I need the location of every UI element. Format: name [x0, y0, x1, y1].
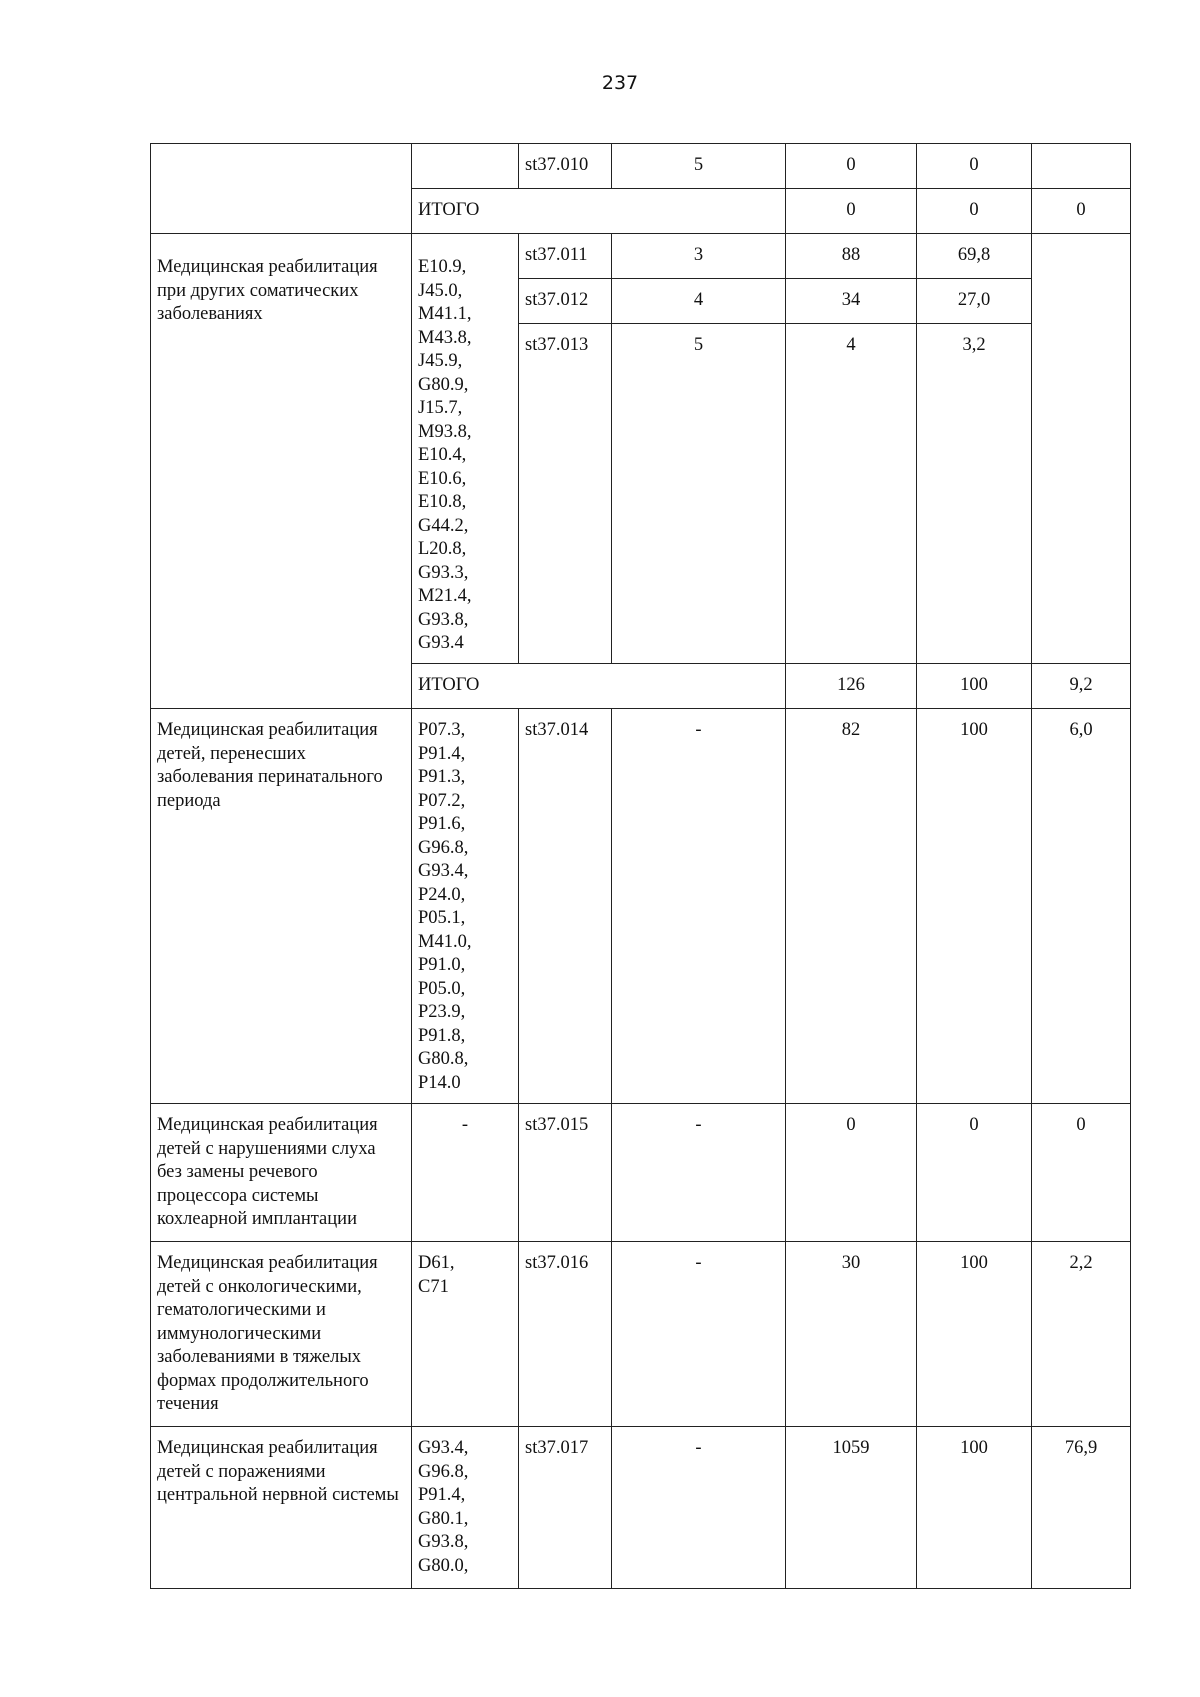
- ksg-code: st37.015: [519, 1104, 612, 1242]
- count-cell: 34: [786, 279, 917, 324]
- table-row: [151, 1104, 1131, 1242]
- data-table: [150, 143, 1131, 1589]
- code: G93.4,: [418, 861, 469, 881]
- percent-cell: 100: [917, 709, 1032, 1104]
- share-cell: 0: [1032, 189, 1131, 234]
- diagnosis-codes: [412, 1104, 519, 1242]
- ksg-code: st37.012: [519, 279, 612, 324]
- code: P05.0,: [418, 978, 466, 999]
- code: M93.8,: [418, 421, 472, 442]
- total-label: ИТОГО: [412, 664, 786, 709]
- diagnosis-codes: [412, 234, 519, 664]
- ksg-code: st37.017: [519, 1427, 612, 1589]
- count-cell: 126: [786, 664, 917, 709]
- code: G80.8,: [418, 1049, 469, 1069]
- table-cell-empty: [151, 144, 412, 234]
- total-label: ИТОГО: [412, 189, 786, 234]
- code: G96.8,: [418, 1461, 469, 1482]
- code: P91.6,: [418, 814, 466, 834]
- code: J45.9,: [418, 351, 463, 371]
- percent-cell: 0: [917, 189, 1032, 234]
- code: P05.1,: [418, 908, 466, 928]
- table-row: [151, 234, 1131, 279]
- ksg-code: st37.014: [519, 709, 612, 1104]
- table-row: [151, 144, 1131, 189]
- ksg-code: st37.011: [519, 234, 612, 279]
- code: P91.4,: [418, 1485, 466, 1505]
- table-cell-empty: [1032, 234, 1131, 664]
- group-name: Медицинская реабилитация детей, перенесших заболевания перинатального периода: [151, 709, 412, 1104]
- level-cell: -: [612, 1242, 786, 1427]
- count-cell: 88: [786, 234, 917, 279]
- percent-cell: 100: [917, 1242, 1032, 1427]
- code: E10.6,: [418, 468, 467, 489]
- share-cell: [1032, 144, 1131, 189]
- percent-cell: 0: [917, 144, 1032, 189]
- code: G80.1,: [418, 1508, 469, 1529]
- ksg-code: st37.013: [519, 324, 612, 664]
- code: G93.4,: [418, 1438, 469, 1458]
- code: G93.8,: [418, 1532, 469, 1552]
- diagnosis-codes: [412, 709, 519, 1104]
- count-cell: 0: [786, 1104, 917, 1242]
- group-name: Медицинская реабилитация при других соматических заболеваниях: [151, 234, 412, 709]
- code: G80.9,: [418, 374, 469, 395]
- code: D61,: [418, 1253, 455, 1273]
- table-row: [151, 709, 1131, 1104]
- level-cell: 5: [612, 144, 786, 189]
- level-cell: -: [612, 1427, 786, 1589]
- ksg-code: st37.016: [519, 1242, 612, 1427]
- code: P91.4,: [418, 743, 466, 764]
- ksg-code: st37.010: [519, 144, 612, 189]
- level-cell: -: [612, 709, 786, 1104]
- code: M41.1,: [418, 304, 472, 324]
- code: E10.4,: [418, 445, 467, 465]
- code: G93.8,: [418, 609, 469, 630]
- group-name: Медицинская реабилитация детей с нарушениями слуха без замены речевого процессора системы кохлеарной имплантации: [151, 1104, 412, 1242]
- code: G96.8,: [418, 837, 469, 858]
- share-cell: 6,0: [1032, 709, 1131, 1104]
- code: P91.8,: [418, 1025, 466, 1046]
- code: P14.0: [418, 1072, 461, 1093]
- code: P91.0,: [418, 955, 466, 975]
- table-cell-empty: [412, 144, 519, 189]
- diagnosis-codes: [412, 1427, 519, 1589]
- table-row: [151, 1427, 1131, 1589]
- share-cell: 2,2: [1032, 1242, 1131, 1427]
- group-name: Медицинская реабилитация детей с поражениями центральной нервной системы: [151, 1427, 412, 1589]
- code: P91.3,: [418, 767, 466, 787]
- code: J15.7,: [418, 398, 463, 418]
- code: L20.8,: [418, 539, 467, 559]
- percent-cell: 100: [917, 1427, 1032, 1589]
- code: P07.2,: [418, 790, 466, 811]
- code: G44.2,: [418, 515, 469, 536]
- percent-cell: 3,2: [917, 324, 1032, 664]
- percent-cell: 69,8: [917, 234, 1032, 279]
- count-cell: 82: [786, 709, 917, 1104]
- percent-cell: 100: [917, 664, 1032, 709]
- table-row: [151, 1242, 1131, 1427]
- code: G80.0,: [418, 1555, 469, 1576]
- share-cell: 0: [1032, 1104, 1131, 1242]
- level-cell: -: [612, 1104, 786, 1242]
- code: M41.0,: [418, 931, 472, 952]
- count-cell: 0: [786, 144, 917, 189]
- code: M21.4,: [418, 586, 472, 606]
- level-cell: 5: [612, 324, 786, 664]
- code: M43.8,: [418, 327, 472, 348]
- code: E10.9,: [418, 257, 467, 277]
- code: C71: [418, 1276, 449, 1297]
- count-cell: 0: [786, 189, 917, 234]
- level-cell: 4: [612, 279, 786, 324]
- level-cell: 3: [612, 234, 786, 279]
- share-cell: 76,9: [1032, 1427, 1131, 1589]
- code: P24.0,: [418, 884, 466, 905]
- code: G93.4: [418, 633, 464, 653]
- code: -: [461, 1115, 469, 1135]
- code: P07.3,: [418, 720, 466, 740]
- code: E10.8,: [418, 492, 467, 512]
- share-cell: 9,2: [1032, 664, 1131, 709]
- diagnosis-codes: [412, 1242, 519, 1427]
- count-cell: 30: [786, 1242, 917, 1427]
- code: G93.3,: [418, 562, 469, 583]
- code: J45.0,: [418, 280, 463, 301]
- code: P23.9,: [418, 1002, 466, 1022]
- page-number: 237: [601, 72, 639, 94]
- group-name: Медицинская реабилитация детей с онкологическими, гематологическими и иммунологическими заболеваниями в тяжелых формах продолжительного течения: [151, 1242, 412, 1427]
- count-cell: 4: [786, 324, 917, 664]
- percent-cell: 0: [917, 1104, 1032, 1242]
- percent-cell: 27,0: [917, 279, 1032, 324]
- count-cell: 1059: [786, 1427, 917, 1589]
